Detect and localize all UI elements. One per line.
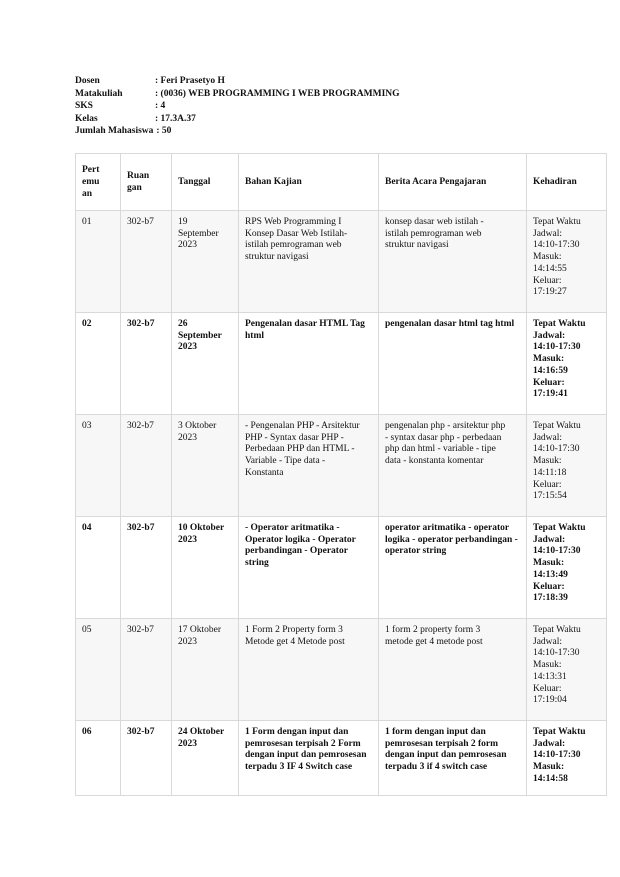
cell-text-line: 14:14:58: [533, 773, 568, 784]
cell-text-line: 302-b7: [127, 217, 154, 227]
table-row: [76, 415, 607, 517]
info-row-kelas: [75, 113, 400, 126]
cell-text-line: Jadwal:: [533, 228, 563, 239]
cell-berita-acara: [379, 517, 527, 619]
cell-text-line: Masuk:: [533, 456, 562, 467]
cell-kehadiran: [527, 517, 607, 619]
dosen-label: Dosen: [75, 76, 100, 86]
table-header-row: [76, 154, 607, 211]
cell-text-line: 17 Oktober: [178, 625, 222, 635]
cell-text-line: Jadwal:: [533, 636, 563, 647]
cell-text-line: Masuk:: [533, 354, 565, 365]
cell-text-line: Tanggal: [178, 177, 211, 188]
cell-text-line: 17:19:41: [533, 389, 568, 400]
cell-pertemuan: [76, 517, 121, 619]
cell-text-line: Konstanta: [245, 467, 284, 478]
cell-tanggal: [172, 313, 239, 415]
cell-text-line: 17:18:39: [533, 593, 568, 604]
cell-text-line: pemrosesan terpisah 2 Form: [245, 738, 361, 749]
dosen-value: : Feri Prasetyo H: [155, 76, 225, 86]
cell-kehadiran: [527, 415, 607, 517]
cell-text-line: 24 Oktober: [178, 727, 225, 737]
cell-text-line: Keluar:: [533, 479, 562, 490]
cell-ruangan: [121, 619, 172, 721]
cell-text-line: Ruan: [127, 171, 150, 182]
cell-text-line: metode get 4 metode post: [385, 636, 483, 647]
cell-text-line: gan: [127, 183, 142, 193]
cell-pertemuan: [76, 313, 121, 415]
matakuliah-value: : (0036) WEB PROGRAMMING I WEB PROGRAMMING: [155, 88, 400, 99]
cell-bahan-kajian: [239, 517, 379, 619]
cell-berita-acara: [379, 721, 527, 796]
cell-text-line: 1 form dengan input dan: [385, 727, 486, 737]
table-row: [76, 721, 607, 796]
cell-bahan-kajian: [239, 211, 379, 313]
cell-bahan-kajian: [239, 619, 379, 721]
cell-kehadiran: [527, 721, 607, 796]
info-row-dosen: [75, 75, 400, 88]
cell-text-line: konsep dasar web istilah -: [385, 217, 484, 227]
cell-text-line: terpadu 3 IF 4 Switch case: [245, 762, 353, 773]
cell-text-line: 1 Form dengan input dan: [245, 727, 349, 737]
info-row-matakuliah: [75, 88, 400, 101]
cell-text-line: Metode get 4 Metode post: [245, 636, 345, 647]
cell-text-line: Konsep Dasar Web Istilah-: [245, 228, 348, 239]
cell-text-line: 2023: [178, 636, 197, 647]
cell-text-line: 14:10-17:30: [533, 546, 581, 557]
cell-text-line: 14:16:59: [533, 365, 568, 376]
cell-text-line: 26: [178, 319, 188, 329]
cell-text-line: 17:19:04: [533, 695, 567, 706]
matakuliah-label: Matakuliah: [75, 88, 123, 99]
cell-text-line: operator string: [385, 546, 447, 557]
info-row-sks: [75, 100, 400, 113]
cell-kehadiran: [527, 211, 607, 313]
cell-tanggal: [172, 415, 239, 517]
cell-text-line: 302-b7: [127, 727, 155, 737]
cell-text-line: Tepat Waktu: [533, 727, 586, 737]
cell-pertemuan: [76, 721, 121, 796]
cell-text-line: pengenalan dasar html tag html: [385, 319, 515, 329]
cell-text-line: operator aritmatika - operator: [385, 523, 510, 533]
table-row: [76, 313, 607, 415]
cell-text-line: logika - operator perbandingan -: [385, 534, 518, 545]
cell-text-line: 302-b7: [127, 523, 155, 533]
cell-text-line: 14:10-17:30: [533, 750, 581, 761]
col-header-bahan-kajian: [239, 154, 379, 211]
cell-text-line: 01: [82, 217, 92, 227]
cell-text-line: 1 Form 2 Property form 3: [245, 625, 343, 635]
cell-tanggal: [172, 619, 239, 721]
cell-text-line: 17:15:54: [533, 491, 567, 502]
cell-text-line: Keluar:: [533, 377, 565, 388]
cell-text-line: dengan input dan pemrosesan: [385, 750, 507, 761]
cell-text-line: perbandingan - Operator: [245, 546, 348, 557]
table-row: [76, 517, 607, 619]
attendance-table: [75, 153, 607, 796]
cell-text-line: istilah pemrograman web: [245, 240, 342, 251]
cell-text-line: 17:19:27: [533, 287, 567, 298]
cell-text-line: 14:10-17:30: [533, 444, 580, 455]
cell-text-line: - Operator aritmatika -: [245, 523, 340, 533]
col-header-pertemuan: [76, 154, 121, 211]
jumlah-label: Jumlah Mahasiswa: [75, 126, 154, 136]
cell-text-line: data - konstanta komentar: [385, 456, 484, 467]
cell-text-line: 2023: [178, 342, 197, 353]
cell-text-line: 06: [82, 727, 92, 737]
col-header-kehadiran: [527, 154, 607, 211]
cell-ruangan: [121, 517, 172, 619]
cell-tanggal: [172, 517, 239, 619]
cell-text-line: Operator logika - Operator: [245, 534, 356, 545]
cell-text-line: pemrosesan terpisah 2 form: [385, 738, 499, 749]
cell-text-line: Berita Acara Pengajaran: [385, 177, 487, 188]
cell-text-line: string: [245, 558, 269, 569]
cell-text-line: emu: [82, 177, 100, 188]
jumlah-value: : 50: [156, 126, 172, 136]
cell-text-line: an: [82, 188, 93, 199]
cell-text-line: pengenalan php - arsitektur php: [385, 421, 506, 431]
cell-text-line: istilah pemrograman web: [385, 228, 482, 239]
cell-text-line: Keluar:: [533, 275, 562, 286]
cell-text-line: Masuk:: [533, 762, 565, 773]
cell-text-line: Keluar:: [533, 581, 565, 592]
cell-text-line: Tepat Waktu: [533, 319, 586, 329]
cell-text-line: 04: [82, 523, 92, 533]
cell-text-line: 02: [82, 319, 92, 329]
col-header-berita-acara: [379, 154, 527, 211]
cell-text-line: 302-b7: [127, 421, 154, 431]
cell-text-line: dengan input dan pemrosesan: [245, 750, 367, 761]
cell-bahan-kajian: [239, 721, 379, 796]
cell-pertemuan: [76, 619, 121, 721]
cell-text-line: 14:10-17:30: [533, 648, 580, 659]
cell-text-line: 2023: [178, 240, 197, 251]
cell-pertemuan: [76, 211, 121, 313]
table-row: [76, 619, 607, 721]
cell-ruangan: [121, 313, 172, 415]
cell-tanggal: [172, 211, 239, 313]
kelas-value: : 17.3A.37: [155, 113, 196, 124]
cell-text-line: 05: [82, 625, 92, 635]
cell-text-line: Variable - Tipe data -: [245, 456, 326, 467]
cell-text-line: 14:13:31: [533, 671, 567, 682]
cell-berita-acara: [379, 619, 527, 721]
cell-bahan-kajian: [239, 415, 379, 517]
cell-text-line: 3 Oktober: [178, 421, 217, 431]
cell-kehadiran: [527, 619, 607, 721]
cell-text-line: Bahan Kajian: [245, 177, 302, 188]
cell-text-line: - Pengenalan PHP - Arsitektur: [245, 421, 360, 431]
cell-text-line: html: [245, 330, 264, 341]
cell-text-line: Masuk:: [533, 558, 565, 569]
cell-text-line: 10 Oktober: [178, 523, 225, 533]
cell-text-line: terpadu 3 if 4 switch case: [385, 762, 488, 773]
cell-text-line: RPS Web Programming I: [245, 217, 342, 227]
cell-kehadiran: [527, 313, 607, 415]
cell-text-line: Jadwal:: [533, 432, 563, 443]
cell-text-line: Tepat Waktu: [533, 625, 581, 635]
cell-pertemuan: [76, 415, 121, 517]
cell-text-line: Perbedaan PHP dan HTML -: [245, 444, 355, 455]
cell-text-line: Jadwal:: [533, 330, 566, 341]
cell-ruangan: [121, 721, 172, 796]
cell-text-line: Kehadiran: [533, 177, 577, 188]
info-row-jumlah: [75, 125, 400, 138]
cell-text-line: 14:10-17:30: [533, 342, 581, 353]
cell-text-line: Masuk:: [533, 252, 562, 263]
col-header-ruangan: [121, 154, 172, 211]
table-row: [76, 211, 607, 313]
cell-text-line: 14:10-17:30: [533, 240, 580, 251]
cell-text-line: Tepat Waktu: [533, 421, 581, 431]
cell-text-line: php dan html - variable - tipe: [385, 444, 496, 455]
cell-ruangan: [121, 211, 172, 313]
kelas-label: Kelas: [75, 113, 98, 124]
sks-label: SKS: [75, 101, 93, 111]
cell-text-line: struktur navigasi: [385, 240, 449, 251]
cell-berita-acara: [379, 415, 527, 517]
cell-text-line: Pert: [82, 165, 100, 176]
cell-text-line: - syntax dasar php - perbedaan: [385, 432, 502, 443]
col-header-tanggal: [172, 154, 239, 211]
cell-text-line: Jadwal:: [533, 738, 566, 749]
cell-text-line: PHP - Syntax dasar PHP -: [245, 432, 344, 443]
sks-value: : 4: [155, 101, 166, 111]
course-info: [75, 75, 400, 138]
cell-text-line: 302-b7: [127, 625, 154, 635]
cell-text-line: 2023: [178, 432, 197, 443]
cell-text-line: September: [178, 228, 219, 239]
cell-text-line: Tepat Waktu: [533, 523, 586, 533]
cell-text-line: Jadwal:: [533, 534, 566, 545]
cell-text-line: 14:14:55: [533, 263, 567, 274]
cell-text-line: 1 form 2 property form 3: [385, 625, 481, 635]
cell-text-line: 302-b7: [127, 319, 155, 329]
cell-text-line: September: [178, 330, 222, 341]
cell-text-line: Keluar:: [533, 683, 562, 694]
cell-text-line: 2023: [178, 534, 197, 545]
cell-text-line: Tepat Waktu: [533, 217, 581, 227]
cell-text-line: struktur navigasi: [245, 252, 309, 263]
cell-tanggal: [172, 721, 239, 796]
cell-berita-acara: [379, 313, 527, 415]
cell-text-line: 03: [82, 421, 92, 431]
cell-text-line: Pengenalan dasar HTML Tag: [245, 319, 365, 329]
cell-text-line: Masuk:: [533, 660, 562, 671]
cell-text-line: 19: [178, 217, 188, 227]
cell-text-line: 14:11:18: [533, 467, 567, 478]
cell-text-line: 2023: [178, 738, 197, 749]
cell-ruangan: [121, 415, 172, 517]
cell-text-line: 14:13:49: [533, 569, 568, 580]
cell-berita-acara: [379, 211, 527, 313]
cell-bahan-kajian: [239, 313, 379, 415]
